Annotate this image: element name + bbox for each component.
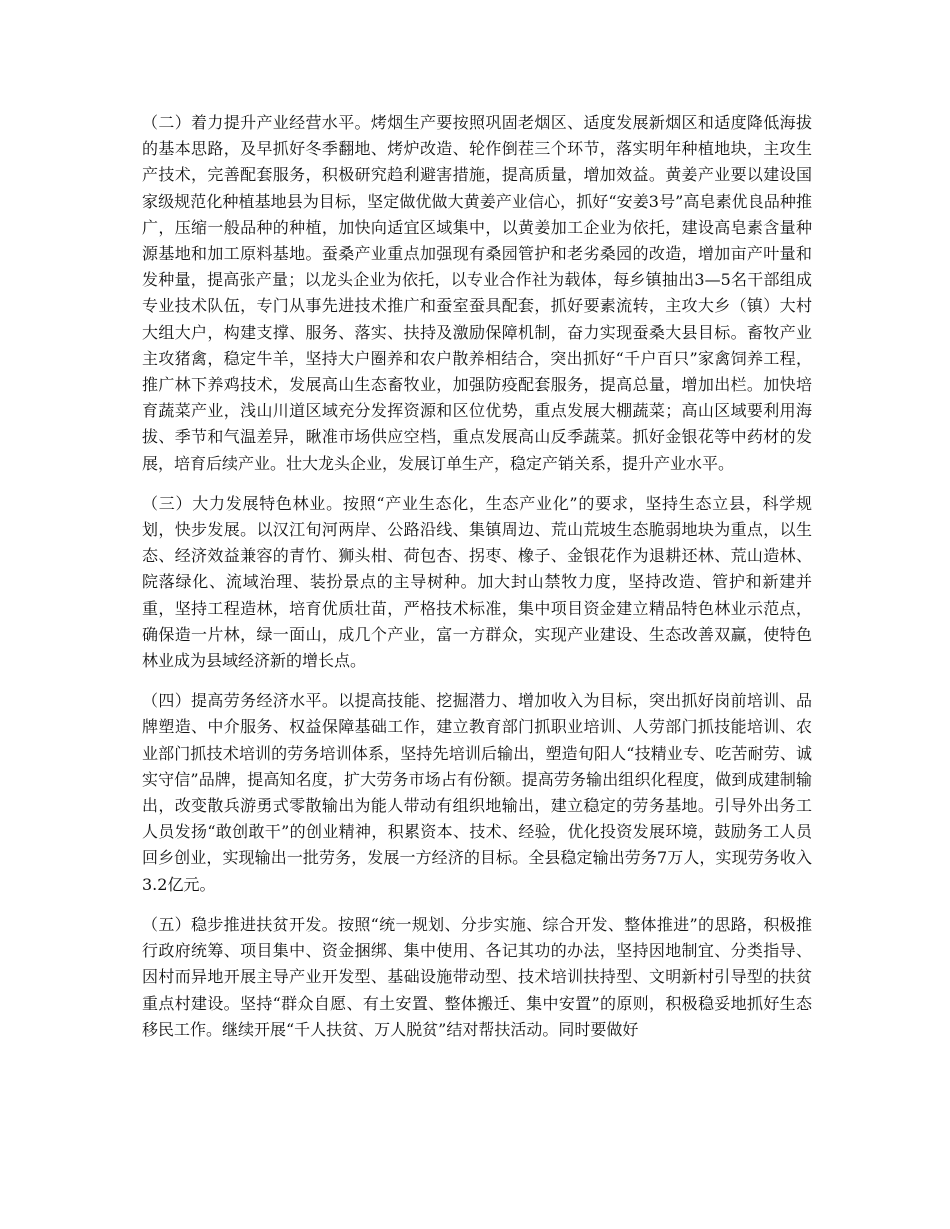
paragraph-industry: （二）着力提升产业经营水平。烤烟生产要按照巩固老烟区、适度发展新烟区和适度降低海拔的基本思路，及早抓好冬季翻地、烤炉改造、轮作倒茬三个环节，落实明年种植地块，主攻生产技术，完善配套服务，积极研究趋利避害措施，提高质量，增加效益。黄姜产业要以建设国家级规范化种植基地县为目标，坚定做优做大黄姜产业信心，抓好“安姜3号”高皂素优良品种推广，压缩一般品种的种植，加快向适宜区域集中，以黄姜加工企业为依托，建设高皂素含量种源基地和加工原料基地。蚕桑产业重点加强现有桑园管护和老劣桑园的改造，增加亩产叶量和发种量，提高张产量；以龙头企业为依托，以专业合作社为载体，每乡镇抽出3—5名干部组成专业技术队伍，专门从事先进技术推广和蚕室蚕具配套，抓好要素流转，主攻大乡（镇）大村大组大户，构建支撑、服务、落实、扶持及激励保障机制，奋力实现蚕桑大县目标。畜牧产业主攻猪禽，稳定牛羊，坚持大户圈养和农户散养相结合，突出抓好“千户百只”家禽饲养工程，推广林下养鸡技术，发展高山生态畜牧业，加强防疫配套服务，提高总量，增加出栏。加快培育蔬菜产业，浅山川道区域充分发挥资源和区位优势，重点发展大棚蔬菜；高山区域要利用海拔、季节和气温差异，瞅准市场供应空档，重点发展高山反季蔬菜。抓好金银花等中药材的发展，培育后续产业。壮大龙头企业，发展订单生产，稳定产销关系，提升产业水平。 bbox=[142, 113, 812, 473]
paragraph-poverty: （五）稳步推进扶贫开发。按照“统一规划、分步实施、综合开发、整体推进”的思路，积极推行政府统筹、项目集中、资金捆绑、集中使用、各记其功的办法，坚持因地制宜、分类指导、因村而异地开展主导产业开发型、基础设施带动型、技术培训扶持型、文明新村引导型的扶贫重点村建设。坚持“群众自愿、有土安置、整体搬迁、集中安置”的原则，积极稳妥地抓好生态移民工作。继续开展“千人扶贫、万人脱贫”结对帮扶活动。同时要做好 bbox=[142, 914, 812, 1039]
document-body bbox=[142, 110, 812, 1057]
paragraph-labor: （四）提高劳务经济水平。以提高技能、挖掘潜力、增加收入为目标，突出抓好岗前培训、品牌塑造、中介服务、权益保障基础工作，建立教育部门抓职业培训、人劳部门抓技能培训、农业部门抓技术培训的劳务培训体系，坚持先培训后输出，塑造旬阳人“技精业专、吃苦耐劳、诚实守信”品牌，提高知名度，扩大劳务市场占有份额。提高劳务输出组织化程度，做到成建制输出，改变散兵游勇式零散输出为能人带动有组织地输出，建立稳定的劳务基地。引导外出务工人员发扬“敢创敢干”的创业精神，积累资本、技术、经验，优化投资发展环境，鼓励务工人员回乡创业，实现输出一批劳务，发展一方经济的目标。全县稳定输出劳务7万人，实现劳务收入3.2亿元。 bbox=[142, 691, 812, 894]
paragraph-forestry: （三）大力发展特色林业。按照“产业生态化，生态产业化”的要求，坚持生态立县，科学规划，快步发展。以汉江旬河两岸、公路沿线、集镇周边、荒山荒坡生态脆弱地块为重点，以生态、经济效益兼容的青竹、狮头柑、荷包杏、拐枣、橡子、金银花作为退耕还林、荒山造林、院落绿化、流域治理、装扮景点的主导树种。加大封山禁牧力度，坚持改造、管护和新建并重，坚持工程造林，培育优质壮苗，严格技术标准，集中项目资金建立精品特色林业示范点，确保造一片林，绿一面山，成几个产业，富一方群众，实现产业建设、生态改善双赢，使特色林业成为县域经济新的增长点。 bbox=[142, 493, 812, 671]
